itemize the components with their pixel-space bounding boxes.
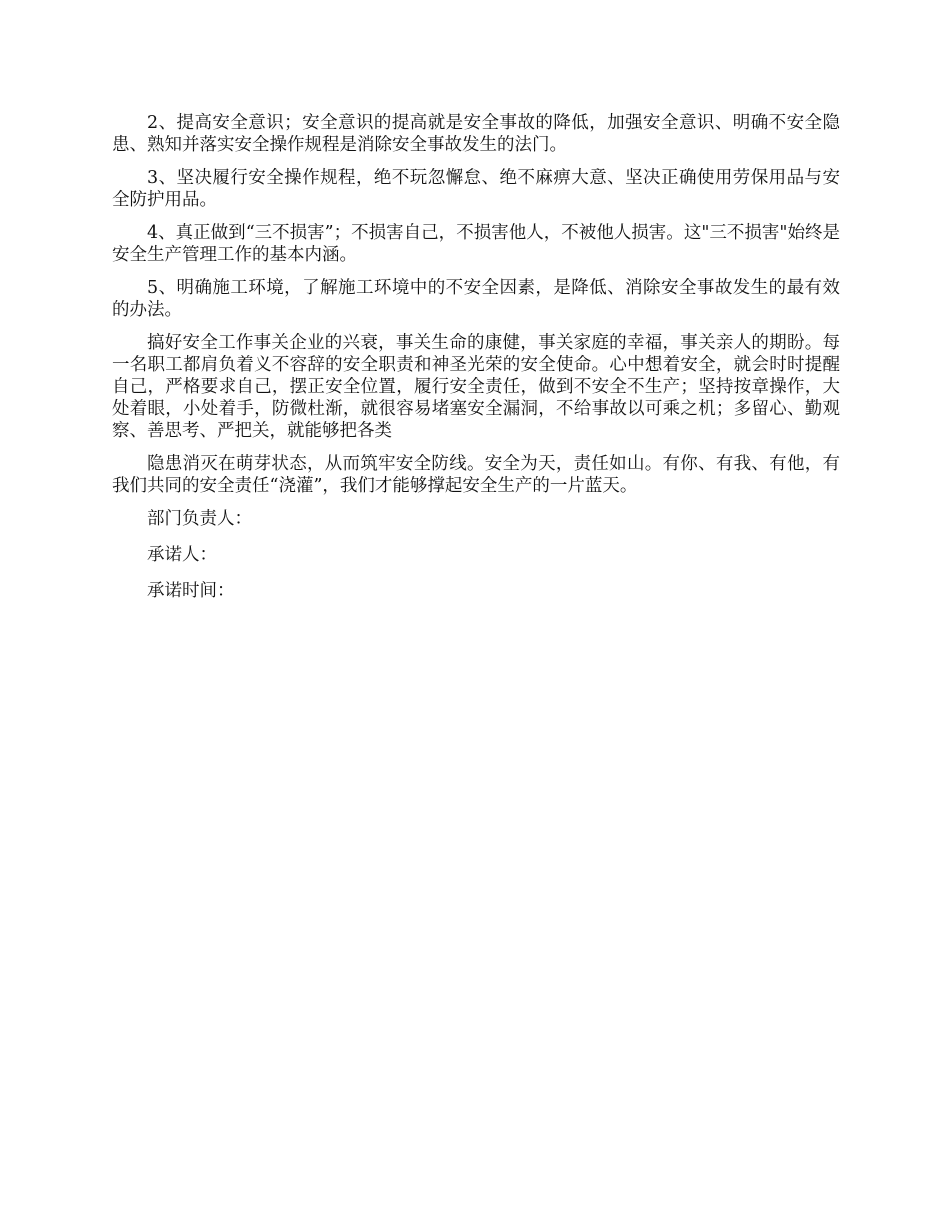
department-head-label: 部门负责人： [147,509,252,529]
promisor-label: 承诺人： [147,545,217,565]
document-page [112,112,840,616]
promise-time-label: 承诺时间： [147,581,235,601]
paragraph-item-2: 2、提高安全意识；安全意识的提高就是安全事故的降低，加强安全意识、明确不安全隐患、熟知并落实安全操作规程是消除安全事故发生的法门。 [112,113,840,155]
paragraph-item-5: 5、明确施工环境，了解施工环境中的不安全因素，是降低、消除安全事故发生的最有效的办法。 [112,278,840,320]
paragraph-safety-work: 搞好安全工作事关企业的兴衰，事关生命的康健，事关家庭的幸福，事关亲人的期盼。每一名职工都肩负着义不容辞的安全职责和神圣光荣的安全使命。心中想着安全，就会时时提醒自己，严格要求自己，摆正安全位置，履行安全责任，做到不安全不生产；坚持按章操作，大处着眼，小处着手，防微杜渐，就很容易堵塞安全漏洞，不给事故以可乘之机；多留心、勤观察、善思考、严把关，就能够把各类 [112,333,840,441]
paragraph-conclusion: 隐患消灭在萌芽状态，从而筑牢安全防线。安全为天，责任如山。有你、有我、有他，有我们共同的安全责任“浇灌”，我们才能够撑起安全生产的一片蓝天。 [112,454,840,496]
paragraph-item-4: 4、真正做到“三不损害”；不损害自己，不损害他人，不被他人损害。这"三不损害"始终是安全生产管理工作的基本内涵。 [112,223,840,265]
paragraph-item-3: 3、坚决履行安全操作规程，绝不玩忽懈怠、绝不麻痹大意、坚决正确使用劳保用品与安全防护用品。 [112,168,840,210]
